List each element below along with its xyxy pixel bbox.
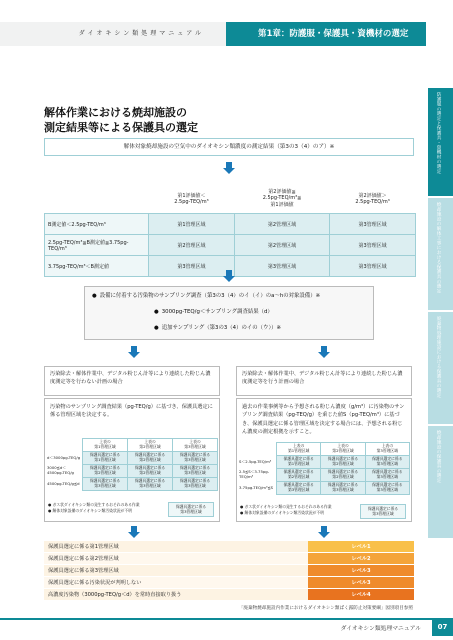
right-note-box: 保護具選定に係る 第3管理区域	[360, 504, 406, 519]
row-label: 3.75pg-TEQ/m³＜B測定値	[45, 256, 149, 277]
down-arrow-icon	[128, 526, 140, 538]
zone-cell: 保護具選定に係る 第3管理区域	[173, 452, 218, 465]
criteria-header: 第2評価値＞ 2.5pg-TEQ/m³	[330, 183, 416, 214]
zone-cell: 保護具選定に係る 第3管理区域	[173, 478, 218, 491]
criteria-header: 第1評価値＜ 2.5pg-TEQ/m³	[149, 183, 235, 214]
sidebar-tab-label: 焼却施設の解体工事における保護具の選定	[436, 202, 441, 294]
table-row	[238, 469, 410, 482]
row-label: 3.75pg-TEQ/m³≦S	[238, 482, 277, 495]
level-value: レベル3	[308, 565, 414, 577]
mini-header: 上表の 第3管理区域	[173, 439, 218, 452]
zone-cell: 保護具選定に係る 第1管理区域	[277, 456, 321, 469]
note-item: ● ガス状ダイオキシン類の発生するおそれのある作業	[48, 502, 140, 507]
sidebar-tab-3[interactable]	[428, 312, 453, 424]
page-title-line2: 測定結果等による保護具の選定	[44, 121, 198, 134]
table-row	[46, 452, 218, 465]
down-arrow-icon	[223, 270, 235, 282]
mini-header: 上表の 第1管理区域	[83, 439, 128, 452]
sidebar-tab-1[interactable]	[428, 88, 453, 196]
header-series-title: ダイオキシン類処理マニュアル	[78, 30, 204, 37]
table-row	[45, 235, 416, 256]
zone-cell: 第3管理区域	[149, 256, 235, 277]
down-arrow-icon	[223, 162, 235, 174]
criteria-table	[44, 183, 416, 277]
corner-cell	[238, 443, 277, 456]
zone-cell: 第2管理区域	[234, 235, 329, 256]
down-arrow-icon	[318, 346, 330, 358]
condition-sub2: ● 追加サンプリング（第3の3（4）のイの（ウ））※	[154, 323, 281, 331]
right-panel-heading: 汚染除去・解体作業中、デジタル粉じん計等により連続した粉じん濃度測定等を行う計画の場合	[236, 366, 412, 396]
table-row	[46, 465, 218, 478]
level-value: レベル3	[308, 577, 414, 589]
zone-cell: 保護具選定に係る 第2管理区域	[83, 465, 128, 478]
mini-header: 上表の 第2管理区域	[321, 443, 365, 456]
zone-cell: 第3管理区域	[330, 235, 416, 256]
table-row	[46, 478, 218, 491]
zone-cell: 保護具選定に係る 第2管理区域	[321, 469, 365, 482]
level-label: 保護具選定に係る汚染状況が判明しない	[44, 577, 308, 589]
corner-cell	[45, 183, 149, 214]
note-item: ● 解体対象設備のダイオキシン類汚染状況が不明	[240, 509, 324, 515]
zone-cell: 保護具選定に係る 第3管理区域	[128, 478, 173, 491]
left-panel-body: 汚染物のサンプリング調査結果（pg-TEQ/g）に基づき、保護具選定に係る管理区域を決定する。	[50, 404, 213, 419]
zone-cell: 第1管理区域	[149, 214, 235, 235]
level-value: レベル4	[308, 589, 414, 601]
condition-main: ● 設備に付着する汚染物のサンプリング調査（第3の3（4）のイ（イ）のa〜hの対象設備）※	[92, 291, 320, 299]
sidebar-tab-label: 防護服の選定と保護具・資機材の選定	[436, 92, 441, 174]
measurement-banner: 解体対象焼却施設の空気中のダイオキシン類濃度の測定結果（第3の3（4）のア）※	[44, 138, 414, 156]
level-label: 保護具選定に係る第1管理区域	[44, 541, 308, 553]
right-mini-table	[238, 442, 410, 495]
zone-cell: 保護具選定に係る 第3管理区域	[173, 465, 218, 478]
mini-header: 上表の 第3管理区域	[365, 443, 409, 456]
right-panel-body: 過去の作業事例等から予想される粉じん濃度（g/m³）に汚染物のサンプリング調査結果（pg-TEQ/g）を乗じた値S（pg-TEQ/m³）に基づき、保護具選定に係る管理区域を決定する場合には、予想される粉じん濃度の測定根拠を示すこと。	[242, 404, 405, 435]
footer-rule	[0, 618, 432, 620]
level-row	[44, 577, 414, 589]
row-label: 2.5pg-TEQ/m³≦B測定値≦3.75pg-TEQ/m³	[45, 235, 149, 256]
note-item: ● 解体対象設備のダイオキシン類汚染状況が不明	[48, 507, 132, 513]
level-row	[44, 565, 414, 577]
level-label: 保護具選定に係る第2管理区域	[44, 553, 308, 565]
zone-cell: 保護具選定に係る 第2管理区域	[321, 456, 365, 469]
zone-cell: 保護具選定に係る 第1管理区域	[83, 452, 128, 465]
header-chapter-title: 第1章：防護服・保護具・資機材の選定	[226, 22, 426, 46]
row-label: 4500pg-TEQ/g≦d	[46, 478, 83, 491]
left-panel-heading: 汚染除去・解体作業中、デジタル粉じん計等により連続した粉じん濃度測定等を行わない計画の場合	[44, 366, 220, 396]
level-value: レベル2	[308, 553, 414, 565]
row-label: d＜3000pg-TEQ/g	[46, 452, 83, 465]
table-row	[238, 482, 410, 495]
table-row	[238, 456, 410, 469]
mini-header: 上表の 第2管理区域	[128, 439, 173, 452]
footnote: 「廃棄物焼却施設内作業におけるダイオキシン類ばく露防止対策要綱」図別項目参照	[238, 606, 413, 611]
zone-cell: 第2管理区域	[149, 235, 235, 256]
sidebar-tab-label: 廃棄物処理施設における保護具の選定	[436, 316, 441, 398]
zone-cell: 保護具選定に係る 第3管理区域	[321, 482, 365, 495]
page-title-line1: 解体作業における焼却施設の	[44, 106, 187, 119]
level-row	[44, 553, 414, 565]
sidebar-tab-4[interactable]	[428, 426, 453, 538]
sidebar-tab-2[interactable]	[428, 198, 453, 310]
zone-cell: 保護具選定に係る 第2管理区域	[128, 452, 173, 465]
right-notes	[240, 504, 350, 515]
level-label: 高濃度汚染物（3000pg-TEQ/g＜d）を常時直接取り扱う	[44, 589, 308, 601]
down-arrow-icon	[318, 526, 330, 538]
level-value: レベル1	[308, 541, 414, 553]
page-number: 07	[432, 618, 453, 636]
level-row	[44, 589, 414, 601]
table-row	[45, 214, 416, 235]
zone-cell: 保護具選定に係る 第3管理区域	[365, 469, 409, 482]
left-notes	[48, 502, 158, 513]
header-series-bar	[0, 22, 226, 46]
zone-cell: 保護具選定に係る 第3管理区域	[277, 482, 321, 495]
level-table	[44, 541, 414, 601]
level-row	[44, 541, 414, 553]
zone-cell: 第2管理区域	[234, 214, 329, 235]
mini-header: 上表の 第1管理区域	[277, 443, 321, 456]
row-label: B測定値＜2.5pg-TEQ/m³	[45, 214, 149, 235]
row-label: 3000≦d＜4500pg-TEQ/g	[46, 465, 83, 478]
zone-cell: 第3管理区域	[330, 214, 416, 235]
level-label: 保護具選定に係る第3管理区域	[44, 565, 308, 577]
sidebar-tab-label: 焼却施設の保護具の選定	[436, 430, 441, 483]
corner-cell	[46, 439, 83, 452]
left-note-box: 保護具選定に係る 第3管理区域	[168, 502, 214, 517]
row-label: S＜2.5pg-TEQ/m³	[238, 456, 277, 469]
condition-sub1: ● 3000pg-TEQ/g＜サンプリング調査結果（d）	[154, 307, 273, 315]
zone-cell: 第3管理区域	[330, 256, 416, 277]
zone-cell: 保護具選定に係る 第3管理区域	[365, 482, 409, 495]
zone-cell: 保護具選定に係る 第3管理区域	[83, 478, 128, 491]
criteria-header: 第2評価値≦ 2.5pg-TEQ/m³≦ 第1評価値	[234, 183, 329, 214]
note-item: ● ガス状ダイオキシン類の発生するおそれのある作業	[240, 504, 332, 509]
row-label: 2.5≦S＜3.75pg-TEQ/m³	[238, 469, 277, 482]
zone-cell: 保護具選定に係る 第3管理区域	[365, 456, 409, 469]
left-mini-table	[46, 438, 218, 491]
footer-title: ダイオキシン類処理マニュアル	[340, 626, 421, 632]
zone-cell: 保護具選定に係る 第2管理区域	[277, 469, 321, 482]
zone-cell: 第3管理区域	[234, 256, 329, 277]
zone-cell: 保護具選定に係る 第2管理区域	[128, 465, 173, 478]
down-arrow-icon	[128, 346, 140, 358]
